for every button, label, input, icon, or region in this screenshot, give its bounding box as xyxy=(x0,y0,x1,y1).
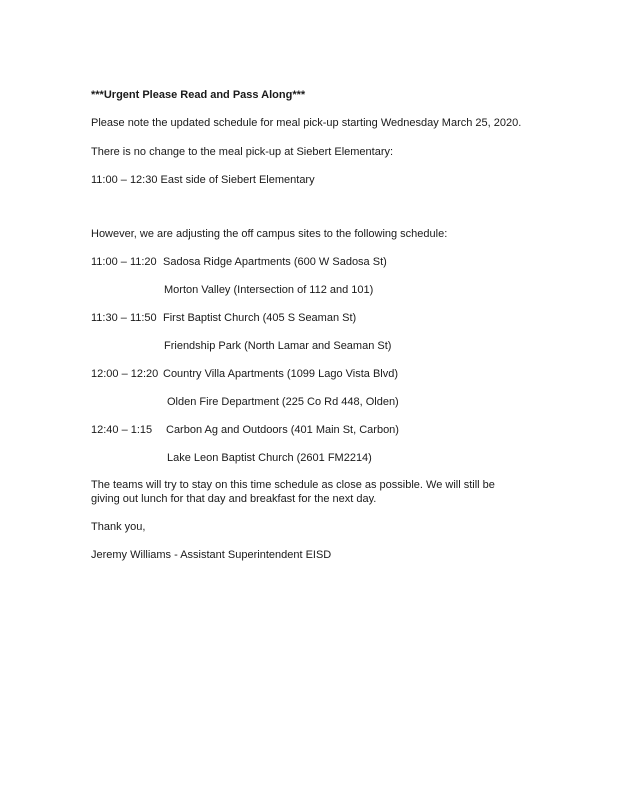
schedule-time: 12:00 – 12:20 xyxy=(91,368,159,380)
thanks-text: Thank you, xyxy=(91,521,146,533)
schedule-site: Country Villa Apartments (1099 Lago Vista Blvd) xyxy=(163,368,399,380)
schedule-site: Sadosa Ridge Apartments (600 W Sadosa St) xyxy=(163,256,387,268)
schedule-row xyxy=(91,423,399,437)
schedule-time: 12:40 – 1:15 xyxy=(91,424,153,436)
signature-text: Jeremy Williams - Assistant Superintendent EISD xyxy=(91,549,332,561)
schedule-site: Olden Fire Department (225 Co Rd 448, Olden) xyxy=(167,396,399,408)
schedule-site: Morton Valley (Intersection of 112 and 101) xyxy=(164,284,374,296)
intro-text: Please note the updated schedule for meal pick-up starting Wednesday March 25, 2020. xyxy=(91,117,522,129)
schedule-site: Lake Leon Baptist Church (2601 FM2214) xyxy=(167,452,372,464)
schedule-row xyxy=(164,339,391,353)
siebert-schedule: 11:00 – 12:30 East side of Siebert Elementary xyxy=(91,174,315,186)
adjusting-text: However, we are adjusting the off campus sites to the following schedule: xyxy=(91,228,448,240)
schedule-row xyxy=(167,451,372,465)
closing-text-line-1: The teams will try to stay on this time schedule as close as possible. We will still be xyxy=(91,479,495,491)
schedule-row xyxy=(167,395,399,409)
closing-text-line-2: giving out lunch for that day and breakfast for the next day. xyxy=(91,493,377,505)
no-change-text: There is no change to the meal pick-up at Siebert Elementary: xyxy=(91,146,394,158)
schedule-row xyxy=(164,283,373,297)
schedule-site: Friendship Park (North Lamar and Seaman St) xyxy=(164,340,392,352)
urgent-heading: ***Urgent Please Read and Pass Along*** xyxy=(91,89,306,101)
schedule-time: 11:00 – 11:20 xyxy=(91,256,157,268)
schedule-row xyxy=(91,367,398,381)
schedule-site: Carbon Ag and Outdoors (401 Main St, Carbon) xyxy=(166,424,399,436)
schedule-site: First Baptist Church (405 S Seaman St) xyxy=(163,312,357,324)
schedule-row xyxy=(91,255,387,269)
schedule-row xyxy=(91,311,356,325)
schedule-time: 11:30 – 11:50 xyxy=(91,312,157,324)
